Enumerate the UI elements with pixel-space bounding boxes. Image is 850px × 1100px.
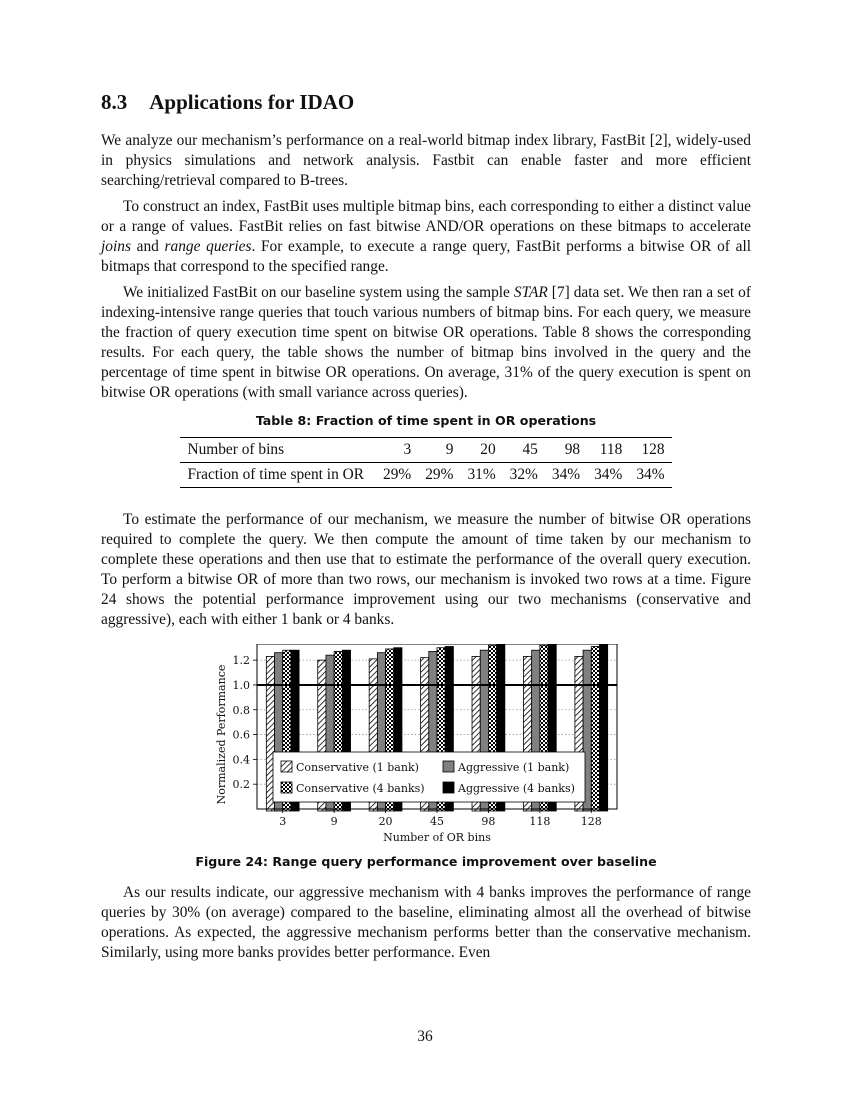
figure-caption: Figure 24: Range query performance improvement over baseline — [195, 854, 657, 869]
x-tick-label: 9 — [330, 815, 338, 828]
legend-swatch — [281, 761, 292, 772]
cell-bins: 3 — [376, 438, 418, 463]
cell-fraction: 31% — [467, 466, 496, 483]
x-tick-label: 118 — [529, 815, 551, 828]
cell-bins: 9 — [418, 438, 460, 463]
paragraph-4: To estimate the performance of our mechanism, we measure the number of bitwise OR operations required to complete the query. We then compute the amount of time taken by our mechanism to complete these operations and then use that to estimate the performance of the overall query execution. To perform a bitwise OR of more than two rows, our mechanism is invoked two rows at a time. Figure 24 shows the potential performance improvement using our two mechanisms (conservative and aggressive), each with either 1 bank or 4 banks. — [101, 511, 751, 628]
table-caption: Table 8: Fraction of time spent in OR operations — [255, 413, 597, 428]
legend-label: Aggressive (4 banks) — [458, 782, 575, 795]
figure-24 — [101, 644, 751, 854]
y-tick-label: 0.8 — [232, 703, 250, 717]
x-tick-label: 45 — [430, 815, 444, 828]
table-row-fraction — [180, 463, 671, 488]
cell-fraction: 32% — [509, 466, 538, 483]
x-tick-label: 3 — [279, 815, 287, 828]
page-number: 36 — [417, 1028, 433, 1045]
table-8 — [180, 437, 671, 488]
cell-bins: 128 — [629, 438, 671, 463]
cell-fraction: 34% — [551, 466, 581, 483]
row-label-fraction: Fraction of time spent in OR — [187, 466, 364, 483]
row-label-bins: Number of bins — [180, 438, 376, 463]
legend-label: Conservative (1 bank) — [296, 761, 419, 774]
bar — [599, 644, 607, 811]
bar-chart — [211, 644, 631, 854]
paragraph-3: We initialized FastBit on our baseline system using the sample STAR [7] data set. We then ran a set of indexing-intensive range queries that touch various numbers of bitmap bins. For each query, we measure the fraction of query execution time spent on bitwise OR operations. Table 8 shows the corresponding results. For each query, the table shows the number of bitmap bins involved in the query and the percentage of time spent in bitwise OR operations. On average, 31% of the query execution is spent on bitwise OR operations (with small variance across queries). — [101, 284, 751, 401]
paragraph-5: As our results indicate, our aggressive mechanism with 4 banks improves the performance of range queries by 30% (on average) compared to the baseline, eliminating almost all the overhead of bitwise operations. As expected, the aggressive mechanism performs better than the conservative mechanism. Similarly, using more banks provides better performance. Even — [101, 884, 751, 961]
legend-label: Aggressive (1 bank) — [458, 761, 570, 774]
x-axis-label: Number of OR bins — [383, 831, 491, 844]
section-heading — [101, 90, 751, 115]
bar — [591, 646, 599, 811]
cell-bins: 118 — [587, 438, 629, 463]
legend — [273, 752, 585, 802]
paragraph-1: We analyze our mechanism’s performance on a real-world bitmap index library, FastBit [2], widely-used in physics simulations and network analysis. Fastbit can enable faster and more efficient searching/retrieval compared to B-trees. — [101, 132, 751, 189]
legend-swatch — [443, 761, 454, 772]
y-tick-label: 1.2 — [232, 654, 250, 668]
cell-fraction: 34% — [636, 466, 665, 483]
y-tick-label: 1.0 — [232, 678, 250, 692]
cell-fraction: 34% — [594, 466, 623, 483]
x-tick-label: 128 — [580, 815, 602, 828]
section-title: Applications for IDAO — [149, 90, 355, 114]
cell-bins: 20 — [460, 438, 502, 463]
x-tick-label: 20 — [378, 815, 393, 828]
cell-fraction: 29% — [383, 466, 412, 483]
legend-swatch — [443, 782, 454, 793]
table-row-bins — [180, 438, 671, 463]
cell-fraction: 29% — [425, 466, 454, 483]
cell-bins: 45 — [503, 438, 545, 463]
paragraph-2-text: To construct an index, FastBit uses multiple bitmap bins, each corresponding to either a distinct value or a range of values. FastBit relies on fast bitwise AND/OR operations on these bitmaps to accelerate joins and range queries. For example, to execute a range query, FastBit performs a bitwise OR of all bitmaps that correspond to the specified range. — [101, 198, 751, 275]
y-axis-label: Normalized Performance — [215, 664, 228, 805]
section-number: 8.3 — [101, 90, 128, 114]
paragraph-2 — [101, 197, 751, 277]
y-tick-label: 0.2 — [232, 778, 250, 792]
y-tick-label: 0.4 — [232, 753, 250, 767]
legend-label: Conservative (4 banks) — [296, 782, 425, 795]
page-content — [101, 90, 751, 969]
y-tick-label: 0.6 — [232, 728, 250, 742]
legend-swatch — [281, 782, 292, 793]
x-tick-label: 98 — [481, 815, 496, 828]
cell-bins: 98 — [545, 438, 587, 463]
